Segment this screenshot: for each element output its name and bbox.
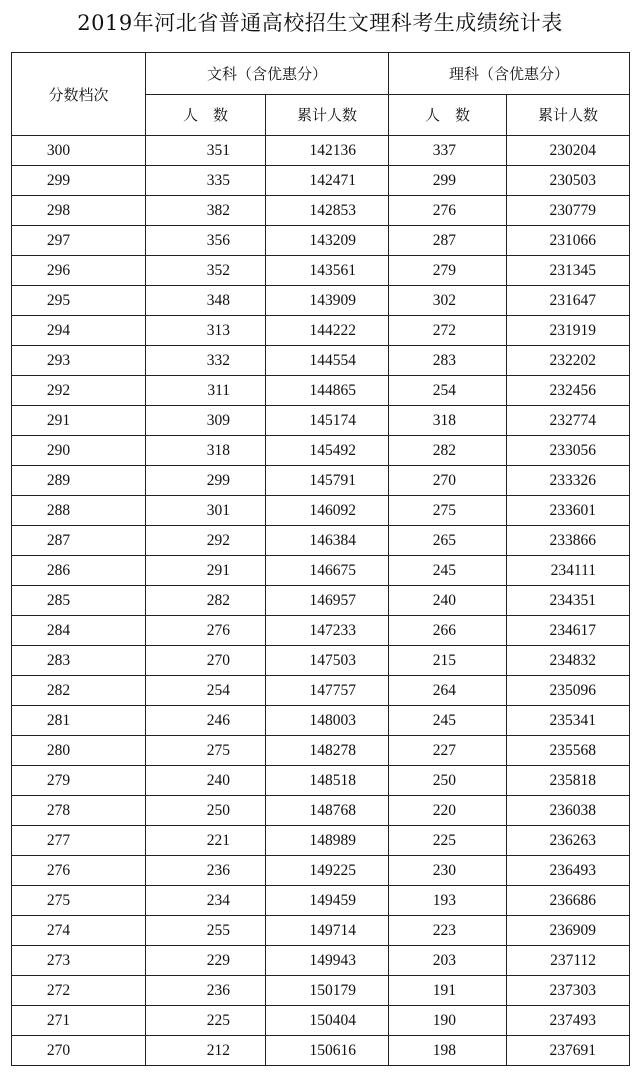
- score-cell: 277: [12, 826, 146, 856]
- science-cumulative-header: 累计人数: [507, 94, 630, 136]
- score-cell: 287: [12, 526, 146, 556]
- science-count-cell: 254: [389, 376, 507, 406]
- table-row: [12, 586, 630, 616]
- liberal-cumulative-cell: 145791: [266, 466, 389, 496]
- liberal-count-cell: 352: [146, 256, 266, 286]
- science-cumulative-cell: 236038: [507, 796, 630, 826]
- science-cumulative-cell: 236686: [507, 886, 630, 916]
- liberal-cumulative-header: 累计人数: [266, 94, 389, 136]
- science-count-cell: 264: [389, 676, 507, 706]
- science-count-cell: 227: [389, 736, 507, 766]
- liberal-cumulative-cell: 145174: [266, 406, 389, 436]
- liberal-cumulative-cell: 142853: [266, 196, 389, 226]
- liberal-cumulative-cell: 146092: [266, 496, 389, 526]
- science-cumulative-cell: 230204: [507, 136, 630, 166]
- liberal-count-cell: 225: [146, 1006, 266, 1036]
- score-cell: 273: [12, 946, 146, 976]
- liberal-cumulative-cell: 148518: [266, 766, 389, 796]
- table-row: [12, 976, 630, 1006]
- liberal-count-cell: 291: [146, 556, 266, 586]
- table-row: [12, 526, 630, 556]
- science-cumulative-cell: 232202: [507, 346, 630, 376]
- liberal-cumulative-cell: 147233: [266, 616, 389, 646]
- table-row: [12, 556, 630, 586]
- table-row: [12, 736, 630, 766]
- score-band-header: 分数档次: [12, 53, 146, 136]
- table-row: [12, 1036, 630, 1066]
- science-count-cell: 275: [389, 496, 507, 526]
- table-row: [12, 136, 630, 166]
- liberal-count-cell: 332: [146, 346, 266, 376]
- science-cumulative-cell: 233056: [507, 436, 630, 466]
- score-cell: 281: [12, 706, 146, 736]
- science-count-cell: 220: [389, 796, 507, 826]
- science-cumulative-cell: 231066: [507, 226, 630, 256]
- liberal-cumulative-cell: 149714: [266, 916, 389, 946]
- liberal-count-cell: 254: [146, 676, 266, 706]
- science-header: 理科（含优惠分）: [389, 53, 630, 95]
- liberal-count-cell: 318: [146, 436, 266, 466]
- liberal-count-cell: 236: [146, 856, 266, 886]
- liberal-count-cell: 348: [146, 286, 266, 316]
- liberal-count-cell: 276: [146, 616, 266, 646]
- liberal-cumulative-cell: 146957: [266, 586, 389, 616]
- table-row: [12, 856, 630, 886]
- score-cell: 285: [12, 586, 146, 616]
- liberal-count-cell: 229: [146, 946, 266, 976]
- science-count-cell: 279: [389, 256, 507, 286]
- science-count-cell: 230: [389, 856, 507, 886]
- table-row: [12, 316, 630, 346]
- science-cumulative-cell: 234351: [507, 586, 630, 616]
- liberal-count-cell: 351: [146, 136, 266, 166]
- liberal-count-cell: 313: [146, 316, 266, 346]
- liberal-cumulative-cell: 149225: [266, 856, 389, 886]
- science-cumulative-cell: 235568: [507, 736, 630, 766]
- science-count-cell: 282: [389, 436, 507, 466]
- science-count-cell: 287: [389, 226, 507, 256]
- score-cell: 272: [12, 976, 146, 1006]
- liberal-cumulative-cell: 142471: [266, 166, 389, 196]
- score-cell: 297: [12, 226, 146, 256]
- score-cell: 294: [12, 316, 146, 346]
- table-body: [12, 136, 630, 1066]
- science-count-cell: 318: [389, 406, 507, 436]
- science-cumulative-cell: 235341: [507, 706, 630, 736]
- liberal-cumulative-cell: 147503: [266, 646, 389, 676]
- science-cumulative-cell: 236263: [507, 826, 630, 856]
- liberal-count-cell: 311: [146, 376, 266, 406]
- score-cell: 288: [12, 496, 146, 526]
- science-count-header: 人 数: [389, 94, 507, 136]
- table-row: [12, 646, 630, 676]
- score-cell: 271: [12, 1006, 146, 1036]
- liberal-count-cell: 382: [146, 196, 266, 226]
- table-row: [12, 766, 630, 796]
- score-cell: 280: [12, 736, 146, 766]
- science-count-cell: 191: [389, 976, 507, 1006]
- science-count-cell: 245: [389, 706, 507, 736]
- liberal-cumulative-cell: 144554: [266, 346, 389, 376]
- science-count-cell: 245: [389, 556, 507, 586]
- score-cell: 300: [12, 136, 146, 166]
- science-cumulative-cell: 234111: [507, 556, 630, 586]
- science-count-cell: 190: [389, 1006, 507, 1036]
- science-count-cell: 283: [389, 346, 507, 376]
- science-count-cell: 302: [389, 286, 507, 316]
- liberal-arts-header: 文科（含优惠分）: [146, 53, 389, 95]
- liberal-count-cell: 335: [146, 166, 266, 196]
- science-cumulative-cell: 237493: [507, 1006, 630, 1036]
- score-cell: 291: [12, 406, 146, 436]
- score-cell: 282: [12, 676, 146, 706]
- liberal-cumulative-cell: 144865: [266, 376, 389, 406]
- table-row: [12, 1006, 630, 1036]
- liberal-cumulative-cell: 150616: [266, 1036, 389, 1066]
- liberal-cumulative-cell: 148989: [266, 826, 389, 856]
- score-cell: 299: [12, 166, 146, 196]
- liberal-count-cell: 246: [146, 706, 266, 736]
- score-cell: 278: [12, 796, 146, 826]
- score-cell: 286: [12, 556, 146, 586]
- score-cell: 275: [12, 886, 146, 916]
- science-count-cell: 266: [389, 616, 507, 646]
- liberal-count-cell: 236: [146, 976, 266, 1006]
- table-row: [12, 706, 630, 736]
- science-count-cell: 225: [389, 826, 507, 856]
- science-cumulative-cell: 236909: [507, 916, 630, 946]
- liberal-count-cell: 212: [146, 1036, 266, 1066]
- science-cumulative-cell: 237303: [507, 976, 630, 1006]
- table-row: [12, 256, 630, 286]
- table-row: [12, 796, 630, 826]
- liberal-cumulative-cell: 143209: [266, 226, 389, 256]
- liberal-cumulative-cell: 150404: [266, 1006, 389, 1036]
- science-cumulative-cell: 232456: [507, 376, 630, 406]
- science-cumulative-cell: 235818: [507, 766, 630, 796]
- liberal-count-header: 人 数: [146, 94, 266, 136]
- score-cell: 276: [12, 856, 146, 886]
- score-cell: 283: [12, 646, 146, 676]
- score-cell: 296: [12, 256, 146, 286]
- score-cell: 284: [12, 616, 146, 646]
- table-row: [12, 346, 630, 376]
- science-cumulative-cell: 237112: [507, 946, 630, 976]
- score-cell: 270: [12, 1036, 146, 1066]
- science-cumulative-cell: 231345: [507, 256, 630, 286]
- table-row: [12, 406, 630, 436]
- science-cumulative-cell: 230779: [507, 196, 630, 226]
- liberal-count-cell: 301: [146, 496, 266, 526]
- science-cumulative-cell: 236493: [507, 856, 630, 886]
- table-row: [12, 226, 630, 256]
- science-count-cell: 265: [389, 526, 507, 556]
- liberal-cumulative-cell: 142136: [266, 136, 389, 166]
- liberal-count-cell: 275: [146, 736, 266, 766]
- science-count-cell: 299: [389, 166, 507, 196]
- score-cell: 293: [12, 346, 146, 376]
- science-count-cell: 240: [389, 586, 507, 616]
- score-cell: 295: [12, 286, 146, 316]
- science-count-cell: 198: [389, 1036, 507, 1066]
- liberal-count-cell: 309: [146, 406, 266, 436]
- liberal-cumulative-cell: 146675: [266, 556, 389, 586]
- liberal-cumulative-cell: 148003: [266, 706, 389, 736]
- liberal-cumulative-cell: 149943: [266, 946, 389, 976]
- liberal-count-cell: 221: [146, 826, 266, 856]
- science-count-cell: 203: [389, 946, 507, 976]
- table-row: [12, 616, 630, 646]
- liberal-cumulative-cell: 145492: [266, 436, 389, 466]
- liberal-cumulative-cell: 150179: [266, 976, 389, 1006]
- liberal-count-cell: 255: [146, 916, 266, 946]
- score-cell: 274: [12, 916, 146, 946]
- science-cumulative-cell: 231919: [507, 316, 630, 346]
- table-row: [12, 376, 630, 406]
- table-row: [12, 436, 630, 466]
- science-count-cell: 223: [389, 916, 507, 946]
- science-cumulative-cell: 234617: [507, 616, 630, 646]
- score-cell: 290: [12, 436, 146, 466]
- page-title: 2019年河北省普通高校招生文理科考生成绩统计表: [77, 11, 563, 35]
- liberal-count-cell: 240: [146, 766, 266, 796]
- liberal-count-cell: 292: [146, 526, 266, 556]
- science-cumulative-cell: 230503: [507, 166, 630, 196]
- science-cumulative-cell: 233866: [507, 526, 630, 556]
- science-count-cell: 337: [389, 136, 507, 166]
- liberal-cumulative-cell: 148768: [266, 796, 389, 826]
- liberal-cumulative-cell: 149459: [266, 886, 389, 916]
- table-row: [12, 886, 630, 916]
- liberal-count-cell: 270: [146, 646, 266, 676]
- table-row: [12, 466, 630, 496]
- science-cumulative-cell: 233601: [507, 496, 630, 526]
- liberal-cumulative-cell: 143909: [266, 286, 389, 316]
- science-count-cell: 215: [389, 646, 507, 676]
- science-count-cell: 276: [389, 196, 507, 226]
- table-row: [12, 826, 630, 856]
- table-row: [12, 166, 630, 196]
- science-cumulative-cell: 233326: [507, 466, 630, 496]
- score-cell: 292: [12, 376, 146, 406]
- science-count-cell: 270: [389, 466, 507, 496]
- science-cumulative-cell: 231647: [507, 286, 630, 316]
- table-row: [12, 676, 630, 706]
- table-row: [12, 196, 630, 226]
- liberal-count-cell: 234: [146, 886, 266, 916]
- liberal-count-cell: 250: [146, 796, 266, 826]
- table-row: [12, 286, 630, 316]
- liberal-cumulative-cell: 144222: [266, 316, 389, 346]
- liberal-cumulative-cell: 143561: [266, 256, 389, 286]
- liberal-cumulative-cell: 147757: [266, 676, 389, 706]
- table-row: [12, 916, 630, 946]
- table-row: [12, 946, 630, 976]
- liberal-count-cell: 282: [146, 586, 266, 616]
- score-cell: 298: [12, 196, 146, 226]
- liberal-count-cell: 356: [146, 226, 266, 256]
- table-row: [12, 496, 630, 526]
- science-cumulative-cell: 234832: [507, 646, 630, 676]
- science-cumulative-cell: 237691: [507, 1036, 630, 1066]
- liberal-cumulative-cell: 148278: [266, 736, 389, 766]
- science-count-cell: 272: [389, 316, 507, 346]
- liberal-count-cell: 299: [146, 466, 266, 496]
- score-cell: 289: [12, 466, 146, 496]
- score-statistics-table: [11, 52, 630, 1066]
- science-count-cell: 193: [389, 886, 507, 916]
- science-count-cell: 250: [389, 766, 507, 796]
- score-cell: 279: [12, 766, 146, 796]
- science-cumulative-cell: 232774: [507, 406, 630, 436]
- science-cumulative-cell: 235096: [507, 676, 630, 706]
- liberal-cumulative-cell: 146384: [266, 526, 389, 556]
